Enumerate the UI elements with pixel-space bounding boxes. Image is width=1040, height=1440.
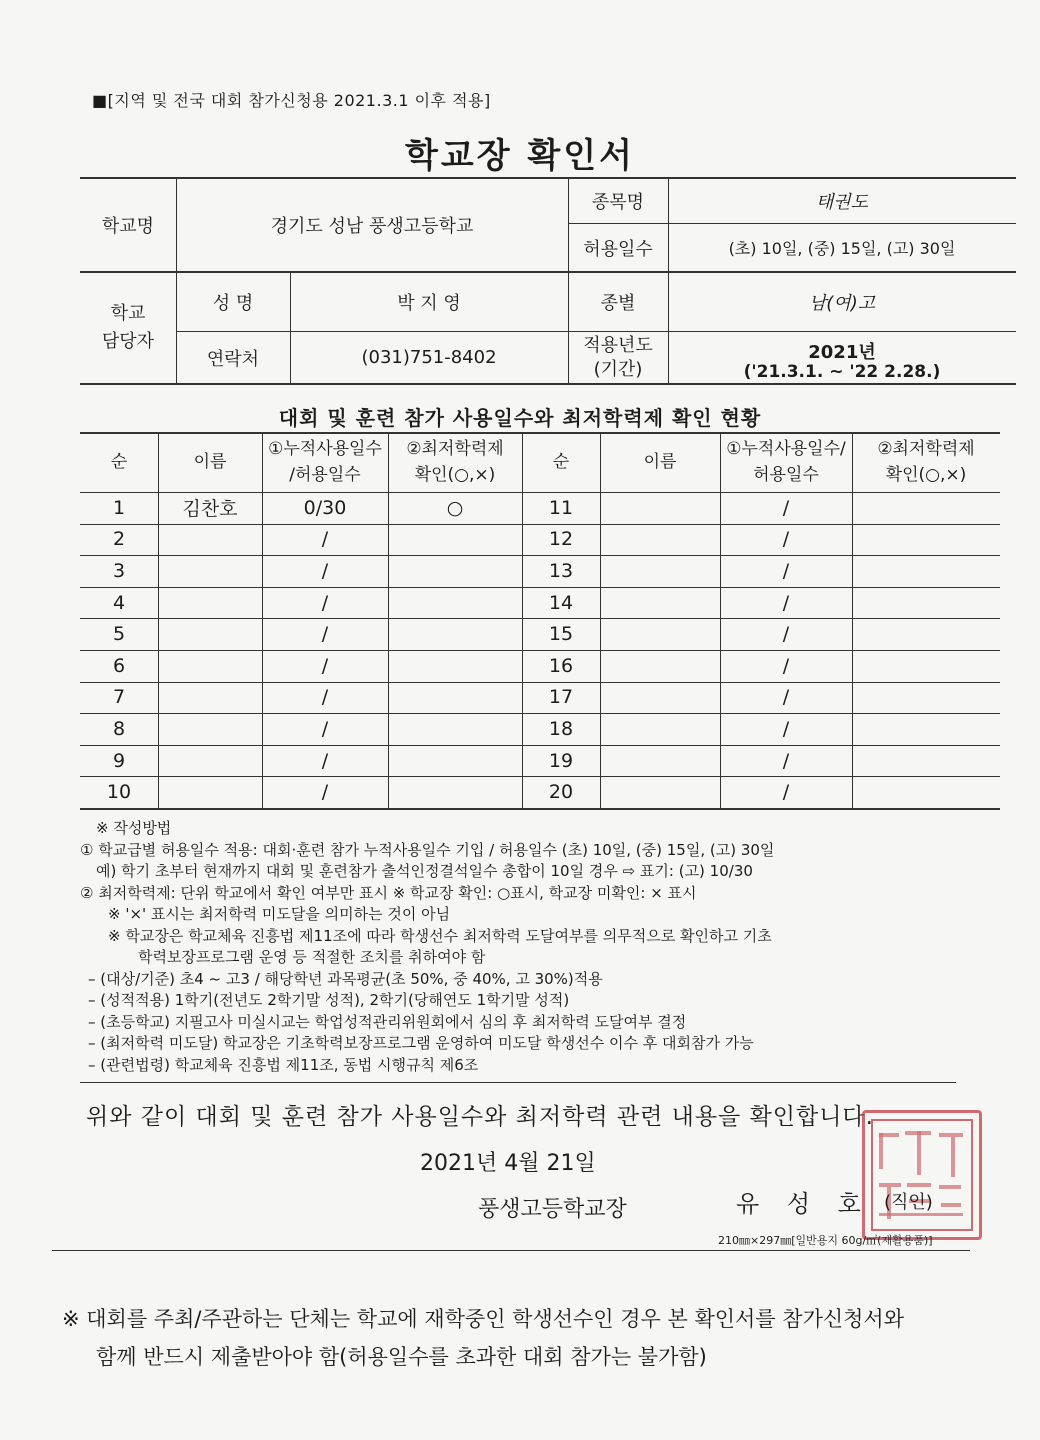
used-days: /	[782, 686, 790, 709]
category-label: 종별	[600, 292, 636, 314]
header-used-days: ①누적사용일수 /허용일수	[268, 439, 382, 485]
confirmation-statement: 위와 같이 대회 및 훈련 참가 사용일수와 최저학력 관련 내용을 확인합니다.	[86, 1104, 874, 1130]
footer-notice	[62, 1300, 904, 1376]
row-number: 20	[548, 781, 574, 804]
header-used-days: ①누적사용일수/ 허용일수	[726, 439, 846, 485]
student-name: 김찬호	[182, 498, 238, 521]
official-seal	[862, 1110, 982, 1240]
staff-name-value: 박 지 영	[397, 292, 461, 314]
student-name	[600, 776, 720, 808]
header-no: 순	[552, 452, 570, 472]
row-number: 17	[548, 686, 574, 709]
row-number: 12	[548, 528, 574, 551]
form-usage-note: ■[지역 및 전국 대회 참가신청용 2021.3.1 이후 적용]	[92, 91, 491, 110]
student-name	[600, 650, 720, 682]
notes-divider	[80, 1082, 956, 1083]
min-grade-check	[852, 682, 1000, 714]
header-min-grade: ②최저학력제 확인(○,×)	[877, 439, 975, 485]
used-days: /	[321, 528, 329, 551]
used-days: /	[782, 749, 790, 772]
student-name	[158, 650, 262, 682]
row-number: 9	[112, 749, 126, 772]
note-line: – (관련법령) 학교체육 진흥법 제11조, 동법 시행규칙 제6조	[88, 1055, 479, 1074]
principal-title: 풍생고등학교장	[478, 1197, 627, 1222]
used-days: /	[782, 591, 790, 614]
student-name	[158, 524, 262, 556]
student-name	[158, 682, 262, 714]
note-line: ① 학교급별 허용일수 적용: 대회·훈련 참가 누적사용일수 기입 / 허용일수 (초) 10일, (중) 15일, (고) 30일	[80, 840, 775, 859]
row-number: 7	[112, 686, 126, 709]
used-days: /	[782, 623, 790, 646]
staff-label: 학교 담당자	[101, 302, 155, 352]
min-grade-check: ○	[446, 496, 464, 519]
seal-label: (직인)	[884, 1192, 933, 1213]
min-grade-check	[388, 713, 522, 745]
min-grade-check	[852, 713, 1000, 745]
note-line: ② 최저학력제: 단위 학교에서 확인 여부만 표시 ※ 학교장 확인: ○표시, 학교장 미확인: × 표시	[80, 883, 697, 902]
min-grade-check	[852, 650, 1000, 682]
row-number: 10	[106, 781, 132, 804]
signature-divider	[52, 1250, 970, 1251]
min-grade-check	[388, 745, 522, 777]
instructions	[80, 818, 980, 1076]
contact-label: 연락처	[206, 348, 260, 370]
used-days: 0/30	[303, 496, 347, 519]
min-grade-check	[852, 776, 1000, 808]
min-grade-check	[388, 555, 522, 587]
note-line: ※ '×' 표시는 최저학력 미도달을 의미하는 것이 아님	[108, 905, 451, 923]
min-grade-check	[388, 524, 522, 556]
used-days: /	[321, 623, 329, 646]
used-days: /	[321, 654, 329, 677]
min-grade-check	[852, 618, 1000, 650]
note-line: 학력보장프로그램 운영 등 적절한 조치를 취하여야 함	[138, 948, 486, 966]
student-name	[158, 618, 262, 650]
allowed-days-label: 허용일수	[583, 238, 653, 260]
confirmation-date: 2021년 4월 21일	[420, 1151, 596, 1176]
used-days: /	[782, 781, 790, 804]
allowed-days-value: (초) 10일, (중) 15일, (고) 30일	[728, 239, 956, 258]
min-grade-check	[852, 587, 1000, 619]
note-line: – (대상/기준) 초4 ~ 고3 / 해당학년 과목평균(초 50%, 중 40%, 고 30%)적용	[88, 969, 603, 988]
header-name: 이름	[643, 452, 677, 472]
note-line: 예) 학기 초부터 현재까지 대회 및 훈련참가 출석인정결석일수 총합이 10일 경우 ⇨ 표기: (고) 10/30	[96, 862, 753, 880]
student-name	[600, 555, 720, 587]
school-value: 경기도 성남 풍생고등학교	[270, 215, 474, 237]
row-number: 14	[548, 591, 574, 614]
category-value: 남(여)고	[808, 292, 876, 314]
row-number: 13	[548, 559, 574, 582]
row-number: 4	[112, 591, 126, 614]
student-name	[600, 682, 720, 714]
row-number: 8	[112, 717, 126, 740]
row-number: 18	[548, 717, 574, 740]
header-min-grade: ②최저학력제 확인(○,×)	[406, 439, 504, 485]
student-name	[600, 492, 720, 524]
used-days: /	[321, 559, 329, 582]
note-line: ※ 학교장은 학교체육 진흥법 제11조에 따라 학생선수 최저학력 도달여부를 의무적으로 확인하고 기초	[108, 926, 772, 945]
student-name	[158, 776, 262, 808]
period-value: ('21.3.1. ~ '22 2.28.)	[743, 362, 941, 382]
sport-value: 태권도	[815, 191, 869, 213]
row-number: 1	[112, 496, 126, 519]
contact-value: (031)751-8402	[361, 347, 497, 368]
row-number: 16	[548, 654, 574, 677]
min-grade-check	[388, 682, 522, 714]
footer-line: 함께 반드시 제출받아야 함(허용일수를 초과한 대회 참가는 불가함)	[96, 1345, 707, 1369]
row-number: 6	[112, 654, 126, 677]
used-days: /	[321, 717, 329, 740]
note-line: – (최저학력 미도달) 학교장은 기초학력보장프로그램 운영하여 미도달 학생선수 이수 후 대회참가 가능	[88, 1034, 754, 1052]
year-value: 2021년	[808, 342, 876, 363]
min-grade-check	[852, 492, 1000, 524]
row-number: 19	[548, 749, 574, 772]
used-days: /	[321, 686, 329, 709]
student-name	[158, 587, 262, 619]
student-name	[158, 713, 262, 745]
row-number: 5	[112, 623, 126, 646]
used-days: /	[782, 528, 790, 551]
min-grade-check	[852, 524, 1000, 556]
min-grade-check	[388, 776, 522, 808]
school-label: 학교명	[101, 215, 155, 237]
table-row-border	[80, 808, 1000, 810]
header-no: 순	[110, 452, 128, 472]
student-name	[158, 745, 262, 777]
note-line: – (초등학교) 지필고사 미실시교는 학업성적관리위원회에서 심의 후 최저학력 도달여부 결정	[88, 1012, 687, 1031]
student-name	[600, 587, 720, 619]
row-number: 11	[548, 496, 574, 519]
principal-name: 유 성 호	[736, 1190, 871, 1218]
year-label: 적용년도 (기간)	[583, 334, 653, 380]
used-days: /	[782, 496, 790, 519]
student-name	[600, 524, 720, 556]
student-name	[600, 745, 720, 777]
min-grade-check	[852, 555, 1000, 587]
section-title: 대회 및 훈련 참가 사용일수와 최저학력제 확인 현황	[278, 406, 762, 430]
row-number: 15	[548, 623, 574, 646]
document-title: 학교장 확인서	[405, 136, 635, 176]
used-days: /	[321, 749, 329, 772]
min-grade-check	[852, 745, 1000, 777]
min-grade-check	[388, 650, 522, 682]
min-grade-check	[388, 618, 522, 650]
used-days: /	[321, 591, 329, 614]
footer-line: ※ 대회를 주최/주관하는 단체는 학교에 재학중인 학생선수인 경우 본 확인서를 참가신청서와	[62, 1307, 905, 1331]
used-days: /	[782, 717, 790, 740]
name-label: 성 명	[212, 292, 254, 314]
used-days: /	[782, 654, 790, 677]
min-grade-check	[388, 587, 522, 619]
used-days: /	[782, 559, 790, 582]
row-number: 2	[112, 528, 126, 551]
note-line: – (성적적용) 1학기(전년도 2학기말 성적), 2학기(당해연도 1학기말 성적)	[88, 991, 570, 1009]
student-name	[600, 713, 720, 745]
paper-spec: 210㎜×297㎜[일반용지 60g/㎡(재활용품)]	[718, 1234, 933, 1247]
student-name	[158, 555, 262, 587]
header-name: 이름	[193, 452, 227, 472]
used-days: /	[321, 781, 329, 804]
sport-label: 종목명	[591, 191, 645, 213]
student-name	[600, 618, 720, 650]
instructions-heading: ※ 작성방법	[96, 819, 172, 837]
row-number: 3	[112, 559, 126, 582]
